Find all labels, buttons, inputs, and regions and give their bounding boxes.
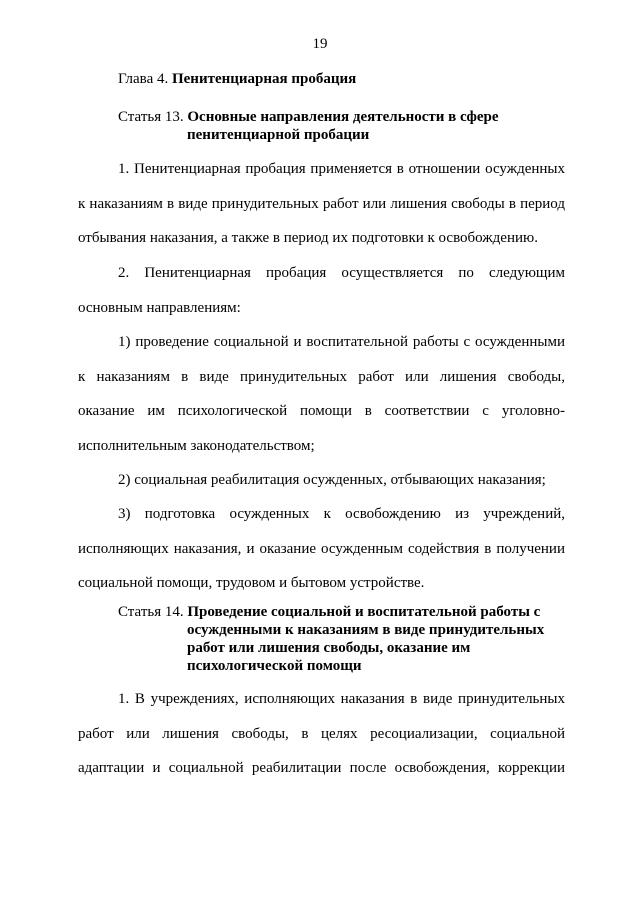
article-13-title-line-1: Основные направления деятельности в сфере — [187, 109, 499, 125]
chapter-title: Пенитенциарная пробация — [171, 71, 357, 87]
article-14-title-line-3: работ или лишения свободы, оказание им — [187, 640, 471, 656]
paragraph-5 — [78, 497, 565, 601]
article-14-title-line-4: психологической помощи — [187, 658, 362, 674]
article-13-prefix: Статья 13. — [118, 109, 184, 125]
paragraph-4 — [78, 463, 565, 498]
paragraph-1-line-3: отбывания наказания, а также в период их подготовки к освобождению. — [78, 230, 538, 246]
paragraph-1 — [78, 152, 565, 256]
paragraph-3-line-3: оказание им психологической помощи в соответствии с уголовно- — [78, 403, 565, 419]
paragraph-2-line-2: основным направлениям: — [78, 299, 241, 316]
paragraph-5-line-1: 3) подготовка осужденных к освобождению из учреждений, — [118, 506, 565, 522]
paragraph-2 — [78, 256, 565, 325]
chapter-heading — [118, 71, 356, 88]
paragraph-6-line-1: 1. В учреждениях, исполняющих наказания в виде принудительных — [118, 691, 565, 707]
paragraph-3 — [78, 325, 565, 463]
paragraph-5-line-3: социальной помощи, трудовом и бытовом устройстве. — [78, 575, 425, 591]
paragraph-5-line-2: исполняющих наказания, и оказание осужденным содействия в получении — [78, 540, 565, 557]
article-13-heading — [118, 108, 499, 144]
paragraph-1-line-1: 1. Пенитенциарная пробация применяется в отношении осужденных — [118, 161, 565, 177]
article-14-heading — [118, 603, 544, 675]
paragraph-3-line-4: исполнительным законодательством; — [78, 437, 315, 454]
article-14-prefix: Статья 14. — [118, 604, 184, 620]
article-14-title-line-1: Проведение социальной и воспитательной работы с — [187, 604, 541, 620]
article-13-title-line-2: пенитенциарной пробации — [187, 127, 370, 143]
paragraph-3-line-1: 1) проведение социальной и воспитательной работы с осужденными — [118, 334, 565, 350]
chapter-prefix: Глава 4. — [118, 71, 169, 87]
paragraph-6 — [78, 682, 565, 786]
paragraph-3-line-2: к наказаниям в виде принудительных работ или лишения свободы, — [78, 368, 565, 385]
paragraph-2-line-1: 2. Пенитенциарная пробация осуществляется по следующим — [118, 265, 565, 281]
article-14-title-line-2: осужденными к наказаниям в виде принудительных — [187, 622, 545, 638]
paragraph-6-line-3: адаптации и социальной реабилитации после освобождения, коррекции — [78, 760, 565, 776]
paragraph-6-line-2: работ или лишения свободы, в целях ресоциализации, социальной — [78, 725, 565, 742]
paragraph-4-line-1: 2) социальная реабилитация осужденных, отбывающих наказания; — [118, 472, 546, 488]
paragraph-1-line-2: к наказаниям в виде принудительных работ или лишения свободы в период — [78, 195, 565, 212]
page-number: 19 — [312, 36, 328, 52]
